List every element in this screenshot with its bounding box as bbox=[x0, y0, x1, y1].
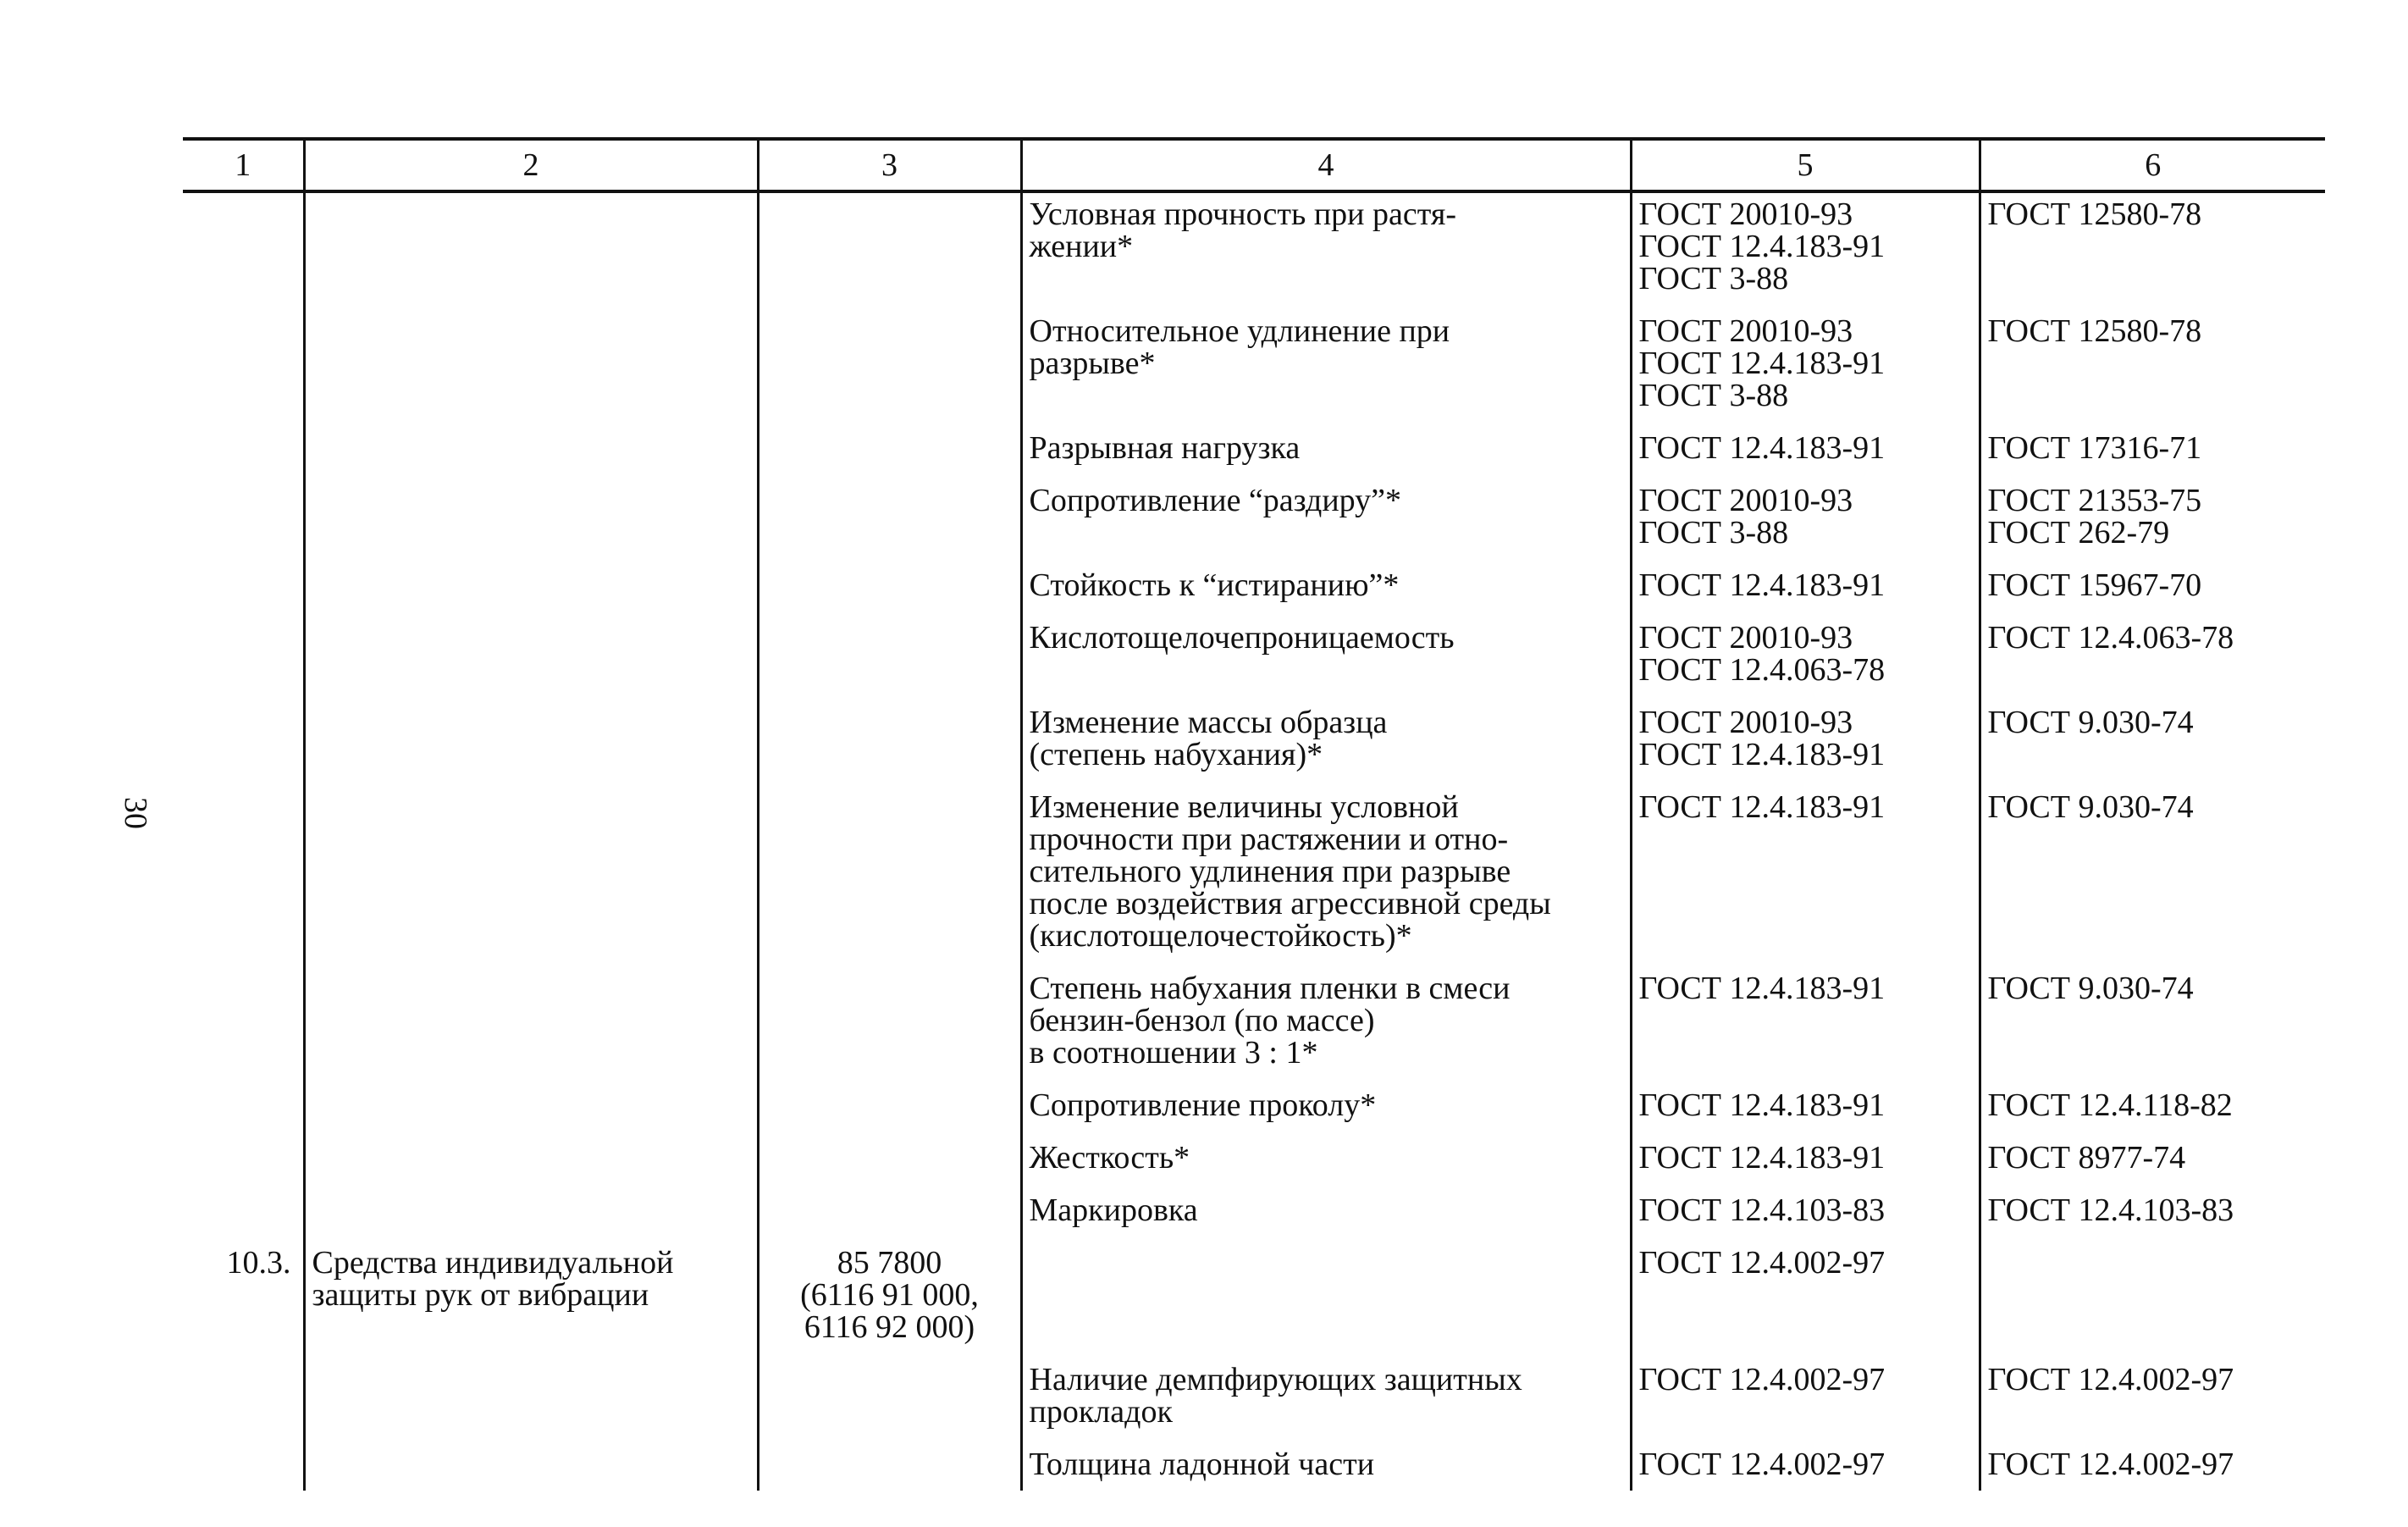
requirement-standard-cell bbox=[1631, 559, 1980, 611]
product-name-cell bbox=[304, 474, 758, 559]
cell-text-line: ГОСТ 3-88 bbox=[1638, 378, 1789, 413]
parameter-cell bbox=[1021, 559, 1631, 611]
parameter-cell bbox=[1021, 1237, 1631, 1353]
parameter-cell bbox=[1021, 962, 1631, 1079]
code-cell bbox=[758, 474, 1021, 559]
table-row bbox=[183, 474, 2325, 559]
cell-text-line: Маркировка bbox=[1029, 1192, 1198, 1228]
requirement-standard-cell bbox=[1631, 191, 1980, 305]
cell-text-line: Наличие демпфирующих защитных bbox=[1029, 1362, 1522, 1397]
cell-text-line: ГОСТ 12.4.002-97 bbox=[1987, 1447, 2234, 1482]
cell-text-line: Жесткость* bbox=[1029, 1140, 1190, 1176]
parameter-cell bbox=[1021, 781, 1631, 962]
cell-text-line: ГОСТ 12.4.183-91 bbox=[1638, 1140, 1886, 1176]
cell-text-line: жении* bbox=[1029, 229, 1134, 264]
parameter-cell bbox=[1021, 1184, 1631, 1237]
cell-text-line: после воздействия агрессивной среды bbox=[1029, 886, 1551, 921]
item-number-cell bbox=[183, 1131, 304, 1184]
item-number-cell bbox=[183, 474, 304, 559]
code-cell bbox=[758, 1353, 1021, 1438]
product-name-cell bbox=[304, 962, 758, 1079]
parameter-cell bbox=[1021, 1353, 1631, 1438]
cell-text-line: ГОСТ 12.4.103-83 bbox=[1987, 1192, 2234, 1228]
table-body bbox=[183, 191, 2325, 1491]
code-cell bbox=[758, 611, 1021, 696]
cell-text-line: Сопротивление проколу* bbox=[1029, 1087, 1377, 1123]
code-cell bbox=[758, 1438, 1021, 1491]
requirement-standard-cell bbox=[1631, 1353, 1980, 1438]
table-row bbox=[183, 1237, 2325, 1353]
requirement-standard-cell bbox=[1631, 1184, 1980, 1237]
cell-text-line: Изменение величины условной bbox=[1029, 789, 1459, 825]
table-header-row bbox=[183, 139, 2325, 191]
cell-text-line: ГОСТ 262-79 bbox=[1987, 515, 2170, 550]
standards-table bbox=[183, 137, 2325, 1491]
cell-text-line: прочности при растяжении и отно- bbox=[1029, 822, 1509, 857]
item-number-cell bbox=[183, 611, 304, 696]
product-name-cell bbox=[304, 1131, 758, 1184]
product-name-cell bbox=[304, 1184, 758, 1237]
test-method-standard-cell bbox=[1980, 1237, 2325, 1353]
parameter-cell bbox=[1021, 611, 1631, 696]
code-cell bbox=[758, 191, 1021, 305]
code-cell bbox=[758, 1131, 1021, 1184]
cell-text-line: ГОСТ 12.4.183-91 bbox=[1638, 789, 1886, 825]
table-row bbox=[183, 1184, 2325, 1237]
table-row bbox=[183, 1353, 2325, 1438]
requirement-standard-cell bbox=[1631, 962, 1980, 1079]
cell-text-line: Разрывная нагрузка bbox=[1029, 430, 1301, 466]
requirement-standard-cell bbox=[1631, 1438, 1980, 1491]
requirement-standard-cell bbox=[1631, 611, 1980, 696]
cell-text-line: 85 7800 bbox=[837, 1245, 942, 1281]
product-name-cell bbox=[304, 191, 758, 305]
item-number-cell bbox=[183, 1237, 304, 1353]
requirement-standard-cell bbox=[1631, 1237, 1980, 1353]
cell-text-line: Относительное удлинение при bbox=[1029, 313, 1450, 349]
parameter-cell bbox=[1021, 422, 1631, 474]
cell-text-line: сительного удлинения при разрыве bbox=[1029, 854, 1511, 889]
cell-text-line: прокладок bbox=[1029, 1394, 1173, 1430]
code-cell bbox=[758, 696, 1021, 781]
requirement-standard-cell bbox=[1631, 1079, 1980, 1131]
cell-text-line: ГОСТ 12.4.183-91 bbox=[1638, 229, 1886, 264]
item-number-cell bbox=[183, 696, 304, 781]
cell-text-line: ГОСТ 17316-71 bbox=[1987, 430, 2202, 466]
cell-text-line: ГОСТ 12.4.002-97 bbox=[1987, 1362, 2234, 1397]
column-header: 2 bbox=[304, 139, 758, 191]
cell-text-line: ГОСТ 12.4.002-97 bbox=[1638, 1245, 1886, 1281]
table-row bbox=[183, 305, 2325, 422]
item-number-cell bbox=[183, 1079, 304, 1131]
column-header: 5 bbox=[1631, 139, 1980, 191]
item-number-cell bbox=[183, 422, 304, 474]
code-cell bbox=[758, 962, 1021, 1079]
column-header: 1 bbox=[183, 139, 304, 191]
cell-text-line: (кислотощелочестойкость)* bbox=[1029, 918, 1412, 954]
table-row bbox=[183, 696, 2325, 781]
code-cell bbox=[758, 1079, 1021, 1131]
cell-text-line: защиты рук от вибрации bbox=[312, 1277, 649, 1313]
parameter-cell bbox=[1021, 1438, 1631, 1491]
product-name-cell bbox=[304, 611, 758, 696]
cell-text-line: 10.3. bbox=[226, 1245, 291, 1281]
item-number-cell bbox=[183, 962, 304, 1079]
cell-text-line: Условная прочность при растя- bbox=[1029, 196, 1456, 232]
code-cell bbox=[758, 305, 1021, 422]
table-row bbox=[183, 1438, 2325, 1491]
cell-text-line: Изменение массы образца bbox=[1029, 705, 1388, 740]
table-row bbox=[183, 559, 2325, 611]
test-method-standard-cell bbox=[1980, 1184, 2325, 1237]
page-number: 30 bbox=[118, 797, 153, 829]
test-method-standard-cell bbox=[1980, 1131, 2325, 1184]
item-number-cell bbox=[183, 1184, 304, 1237]
cell-text-line: ГОСТ 12.4.103-83 bbox=[1638, 1192, 1886, 1228]
code-cell bbox=[758, 422, 1021, 474]
table-row bbox=[183, 422, 2325, 474]
cell-text-line: Стойкость к “истиранию”* bbox=[1029, 567, 1400, 603]
product-name-cell bbox=[304, 559, 758, 611]
cell-text-line: ГОСТ 20010-93 bbox=[1638, 313, 1853, 349]
requirement-standard-cell bbox=[1631, 1131, 1980, 1184]
requirement-standard-cell bbox=[1631, 422, 1980, 474]
requirement-standard-cell bbox=[1631, 696, 1980, 781]
item-number-cell bbox=[183, 781, 304, 962]
cell-text-line: ГОСТ 12.4.183-91 bbox=[1638, 430, 1886, 466]
product-name-cell bbox=[304, 696, 758, 781]
test-method-standard-cell bbox=[1980, 1438, 2325, 1491]
cell-text-line: (6116 91 000, bbox=[800, 1277, 979, 1313]
cell-text-line: разрыве* bbox=[1029, 346, 1156, 381]
parameter-cell bbox=[1021, 305, 1631, 422]
test-method-standard-cell bbox=[1980, 559, 2325, 611]
code-cell bbox=[758, 559, 1021, 611]
code-cell bbox=[758, 1237, 1021, 1353]
parameter-cell bbox=[1021, 1079, 1631, 1131]
parameter-cell bbox=[1021, 191, 1631, 305]
cell-text-line: ГОСТ 20010-93 bbox=[1638, 620, 1853, 656]
test-method-standard-cell bbox=[1980, 305, 2325, 422]
table-row bbox=[183, 611, 2325, 696]
test-method-standard-cell bbox=[1980, 191, 2325, 305]
product-name-cell bbox=[304, 1237, 758, 1353]
test-method-standard-cell bbox=[1980, 1079, 2325, 1131]
cell-text-line: бензин-бензол (по массе) bbox=[1029, 1003, 1375, 1038]
item-number-cell bbox=[183, 305, 304, 422]
cell-text-line: ГОСТ 12.4.183-91 bbox=[1638, 971, 1886, 1006]
product-name-cell bbox=[304, 1353, 758, 1438]
parameter-cell bbox=[1021, 1131, 1631, 1184]
code-cell bbox=[758, 1184, 1021, 1237]
cell-text-line: ГОСТ 12.4.183-91 bbox=[1638, 346, 1886, 381]
cell-text-line: Средства индивидуальной bbox=[312, 1245, 674, 1281]
requirement-standard-cell bbox=[1631, 474, 1980, 559]
test-method-standard-cell bbox=[1980, 781, 2325, 962]
cell-text-line: ГОСТ 12.4.063-78 bbox=[1638, 652, 1886, 688]
test-method-standard-cell bbox=[1980, 422, 2325, 474]
cell-text-line: ГОСТ 12.4.002-97 bbox=[1638, 1447, 1886, 1482]
requirement-standard-cell bbox=[1631, 781, 1980, 962]
code-cell bbox=[758, 781, 1021, 962]
item-number-cell bbox=[183, 1438, 304, 1491]
product-name-cell bbox=[304, 1079, 758, 1131]
item-number-cell bbox=[183, 559, 304, 611]
item-number-cell bbox=[183, 191, 304, 305]
test-method-standard-cell bbox=[1980, 1353, 2325, 1438]
test-method-standard-cell bbox=[1980, 696, 2325, 781]
cell-text-line: ГОСТ 8977-74 bbox=[1987, 1140, 2186, 1176]
test-method-standard-cell bbox=[1980, 611, 2325, 696]
cell-text-line: ГОСТ 12.4.063-78 bbox=[1987, 620, 2234, 656]
parameter-cell bbox=[1021, 474, 1631, 559]
cell-text-line: в соотношении 3 : 1* bbox=[1029, 1035, 1318, 1071]
test-method-standard-cell bbox=[1980, 962, 2325, 1079]
cell-text-line: ГОСТ 12.4.002-97 bbox=[1638, 1362, 1886, 1397]
cell-text-line: Сопротивление “раздиру”* bbox=[1029, 483, 1402, 518]
cell-text-line: ГОСТ 20010-93 bbox=[1638, 705, 1853, 740]
product-name-cell bbox=[304, 422, 758, 474]
requirement-standard-cell bbox=[1631, 305, 1980, 422]
cell-text-line: ГОСТ 20010-93 bbox=[1638, 483, 1853, 518]
cell-text-line: Толщина ладонной части bbox=[1029, 1447, 1375, 1482]
item-number-cell bbox=[183, 1353, 304, 1438]
cell-text-line: ГОСТ 15967-70 bbox=[1987, 567, 2202, 603]
cell-text-line: ГОСТ 3-88 bbox=[1638, 515, 1789, 550]
cell-text-line: ГОСТ 9.030-74 bbox=[1987, 789, 2194, 825]
cell-text-line: ГОСТ 9.030-74 bbox=[1987, 971, 2194, 1006]
cell-text-line: ГОСТ 12580-78 bbox=[1987, 196, 2202, 232]
cell-text-line: ГОСТ 21353-75 bbox=[1987, 483, 2202, 518]
product-name-cell bbox=[304, 1438, 758, 1491]
table-row bbox=[183, 962, 2325, 1079]
parameter-cell bbox=[1021, 696, 1631, 781]
table-row bbox=[183, 1079, 2325, 1131]
product-name-cell bbox=[304, 305, 758, 422]
cell-text-line: (степень набухания)* bbox=[1029, 737, 1323, 772]
column-header: 6 bbox=[1980, 139, 2325, 191]
cell-text-line: ГОСТ 12.4.183-91 bbox=[1638, 567, 1886, 603]
cell-text-line: ГОСТ 9.030-74 bbox=[1987, 705, 2194, 740]
test-method-standard-cell bbox=[1980, 474, 2325, 559]
table-row bbox=[183, 1131, 2325, 1184]
cell-text-line: ГОСТ 12.4.183-91 bbox=[1638, 1087, 1886, 1123]
table-row bbox=[183, 781, 2325, 962]
cell-text-line: ГОСТ 3-88 bbox=[1638, 261, 1789, 296]
column-header: 3 bbox=[758, 139, 1021, 191]
cell-text-line: Кислотощелочепроницаемость bbox=[1029, 620, 1455, 656]
cell-text-line: ГОСТ 12.4.183-91 bbox=[1638, 737, 1886, 772]
column-header: 4 bbox=[1021, 139, 1631, 191]
cell-text-line: ГОСТ 12580-78 bbox=[1987, 313, 2202, 349]
cell-text-line: ГОСТ 12.4.118-82 bbox=[1987, 1087, 2233, 1123]
table-row bbox=[183, 191, 2325, 305]
cell-text-line: 6116 92 000) bbox=[804, 1309, 975, 1345]
product-name-cell bbox=[304, 781, 758, 962]
cell-text-line: Степень набухания пленки в смеси bbox=[1029, 971, 1511, 1006]
cell-text-line: ГОСТ 20010-93 bbox=[1638, 196, 1853, 232]
